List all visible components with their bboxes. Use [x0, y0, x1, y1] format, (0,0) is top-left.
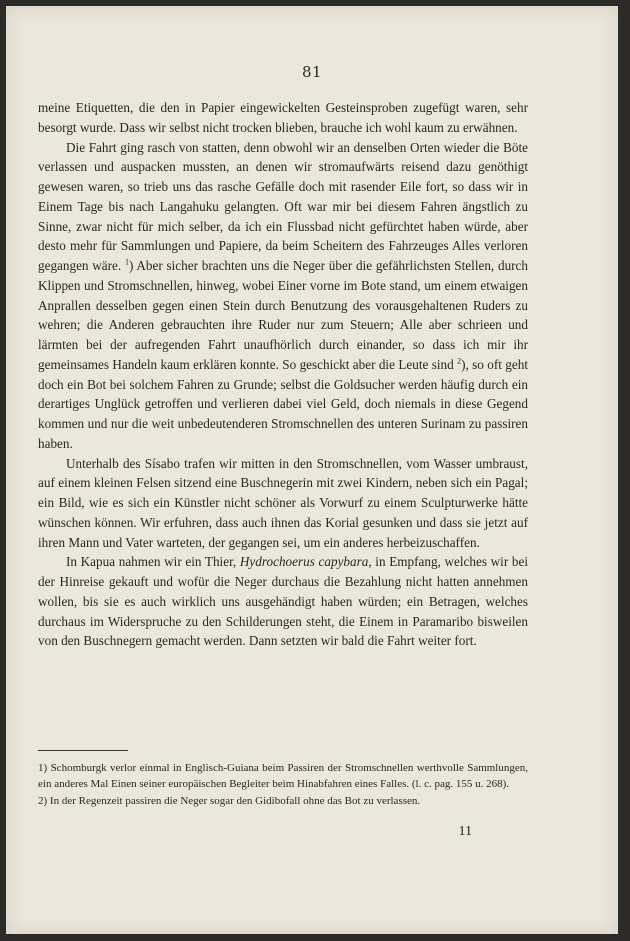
species-name: Hydrochoerus capybara: [239, 554, 369, 570]
paragraph-2-part-c: ), so oft geht doch ein Bot bei solchem Fahren zu Grunde; selbst die Goldsucher werden häufig durch ein derartiges Unglück getroffen und verlieren dabei viel Geld, doch niemals in diese Gegend kommen und nur die weit unbedeutenderen Stromschnellen des unteren Surinam zu passiren haben.: [38, 356, 529, 451]
footnote-1-text: Schomburgk verlor einmal in Englisch-Guiana beim Passiren der Stromschnellen werthvolle Sammlungen, ein anderes Mal Einen seiner europäischen Begleiter beim Hinabfahren eines Falles. (l. c. pag. 155 u. 268).: [38, 762, 529, 791]
footnote-2-mark: 2): [38, 795, 48, 808]
paragraph-2-part-b: ) Aber sicher brachten uns die Neger über die gefährlichsten Stellen, durch Klippen und Stromschnellen, hinweg, wobei Einer vorne im Bote stand, um einem etwaigen Anprallen desselben gegen einen Stein durch Benutzung des vorausgehaltenen Ruders zu wehren; die Anderen gebrauchten ihre Ruder nur zum Steuern; Alle aber schrieen und lärmten bei der aufregenden Fahrt unaufhörlich durch einander, so dass ich mir ihr gemeinsames Handeln kaum erklären konnte. So geschickt aber die Leute sind: [38, 258, 529, 372]
paragraph-2: [38, 138, 528, 454]
page-number: 81: [301, 63, 323, 81]
paragraph-4-part-b: , in Empfang, welches wir bei der Hinreise gekauft und wofür die Neger durchaus die Bezahlung nicht hatten annehmen wollen, bis sie es auch wirklich uns ausgehändigt haben würden; ein Betragen, welches durchaus im Widerspruche zu den Schilderungen steht, die Einem in Paramaribo bisweilen von den Buschnegern gemacht werden. Dann setzten wir bald die Fahrt weiter fort.: [38, 554, 528, 649]
footnote-ref-1: 1: [124, 257, 129, 267]
footnote-2: [38, 793, 528, 809]
footnote-divider: [38, 750, 128, 751]
paragraph-4: [38, 552, 528, 651]
paragraph-3: Unterhalb des Sísabo trafen wir mitten in den Stromschnellen, vom Wasser umbraust, auf einem kleinen Felsen sitzend eine Buschnegerin mit zwei Kindern, neben sich ein Pagal; ein Bild, wie es sich ein Künstler nicht schöner als Vorwurf zu einem Sculpturwerke hätte wünschen können. Wir erfuhren, dass auch ihnen das Korial gesunken und dass sie jetzt auf ihren Mann und Vater warteten, der gegangen sei, um ein anderes herbeizuschaffen.: [38, 455, 528, 550]
paragraph-4-part-a: In Kapua nahmen wir ein Thier,: [66, 554, 237, 570]
footnotes: [38, 760, 528, 810]
footnote-1-mark: 1): [38, 762, 48, 774]
footnote-ref-2: 2: [457, 356, 462, 366]
body-text: [38, 98, 528, 651]
footnote-2-text: In der Regenzeit passiren die Neger sogar den Gidibofall ohne das Bot zu verlassen.: [49, 795, 421, 808]
footnote-1: [38, 760, 528, 792]
paragraph-2-part-a: Die Fahrt ging rasch von statten, denn obwohl wir an denselben Orten wieder die Böte verlassen und auspacken mussten, an denen wir stromaufwärts reisend dazu genöthigt gewesen waren, so trieb uns das rasche Gefälle doch mit rasender Eile fort, so dass wir in Einem Tage bis nach Langahuku gelangten. Oft war mir bei diesem Fahren ängstlich zu Sinne, zwar nicht für mich selber, da ich ein Flussbad nicht gefürchtet haben würde, aber desto mehr für Sammlungen und Papiere, da beim Scheitern des Fahrzeuges Alles verloren gegangen wäre.: [38, 139, 528, 273]
sheet-number: 11: [458, 824, 472, 839]
paragraph-1: meine Etiquetten, die den in Papier eingewickelten Gesteinsproben zugefügt waren, sehr besorgt wurde. Dass wir selbst nicht trocken blieben, brauche ich wohl kaum zu erwähnen.: [38, 100, 528, 135]
book-page: [6, 6, 618, 934]
